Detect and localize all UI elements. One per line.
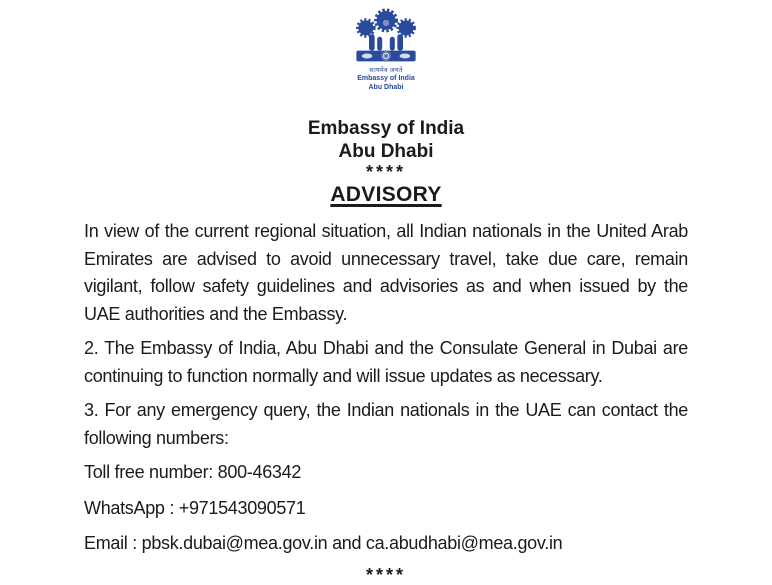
title-city: Abu Dhabi — [338, 141, 434, 162]
document-masthead — [0, 0, 772, 208]
emblem-caption-line2: Abu Dhabi — [368, 83, 404, 91]
paragraph-2: 2. The Embassy of India, Abu Dhabi and the Consulate General in Dubai are continuing to function normally and will issue updates as necessary. — [84, 338, 688, 386]
emblem-caption-line1: Embassy of India — [357, 75, 415, 82]
emblem — [0, 4, 772, 92]
advisory-body — [84, 218, 688, 585]
paragraph-1: In view of the current regional situation, all Indian nationals in the United Arab Emirates are advised to avoid unnecessary travel, take due care, remain vigilant, follow safety guidelines and advisories as and when issued by the UAE authorities and the Embassy. — [84, 221, 688, 324]
emblem-motto: सत्यमेव जयते — [369, 67, 403, 74]
title-block — [0, 117, 772, 208]
paragraph-3: 3. For any emergency query, the Indian nationals in the UAE can contact the following numbers: — [84, 400, 688, 448]
whatsapp-line: WhatsApp : +971543090571 — [84, 497, 306, 518]
india-state-emblem-icon — [348, 4, 424, 67]
tollfree-line: Toll free number: 800-46342 — [84, 462, 302, 482]
separator-stars-bottom: **** — [365, 564, 407, 585]
email-line: Email : pbsk.dubai@mea.gov.in and ca.abudhabi@mea.gov.in — [84, 533, 563, 553]
advisory-heading: ADVISORY — [330, 183, 442, 206]
separator-stars-top: **** — [365, 162, 407, 182]
title-embassy: Embassy of India — [307, 118, 465, 139]
